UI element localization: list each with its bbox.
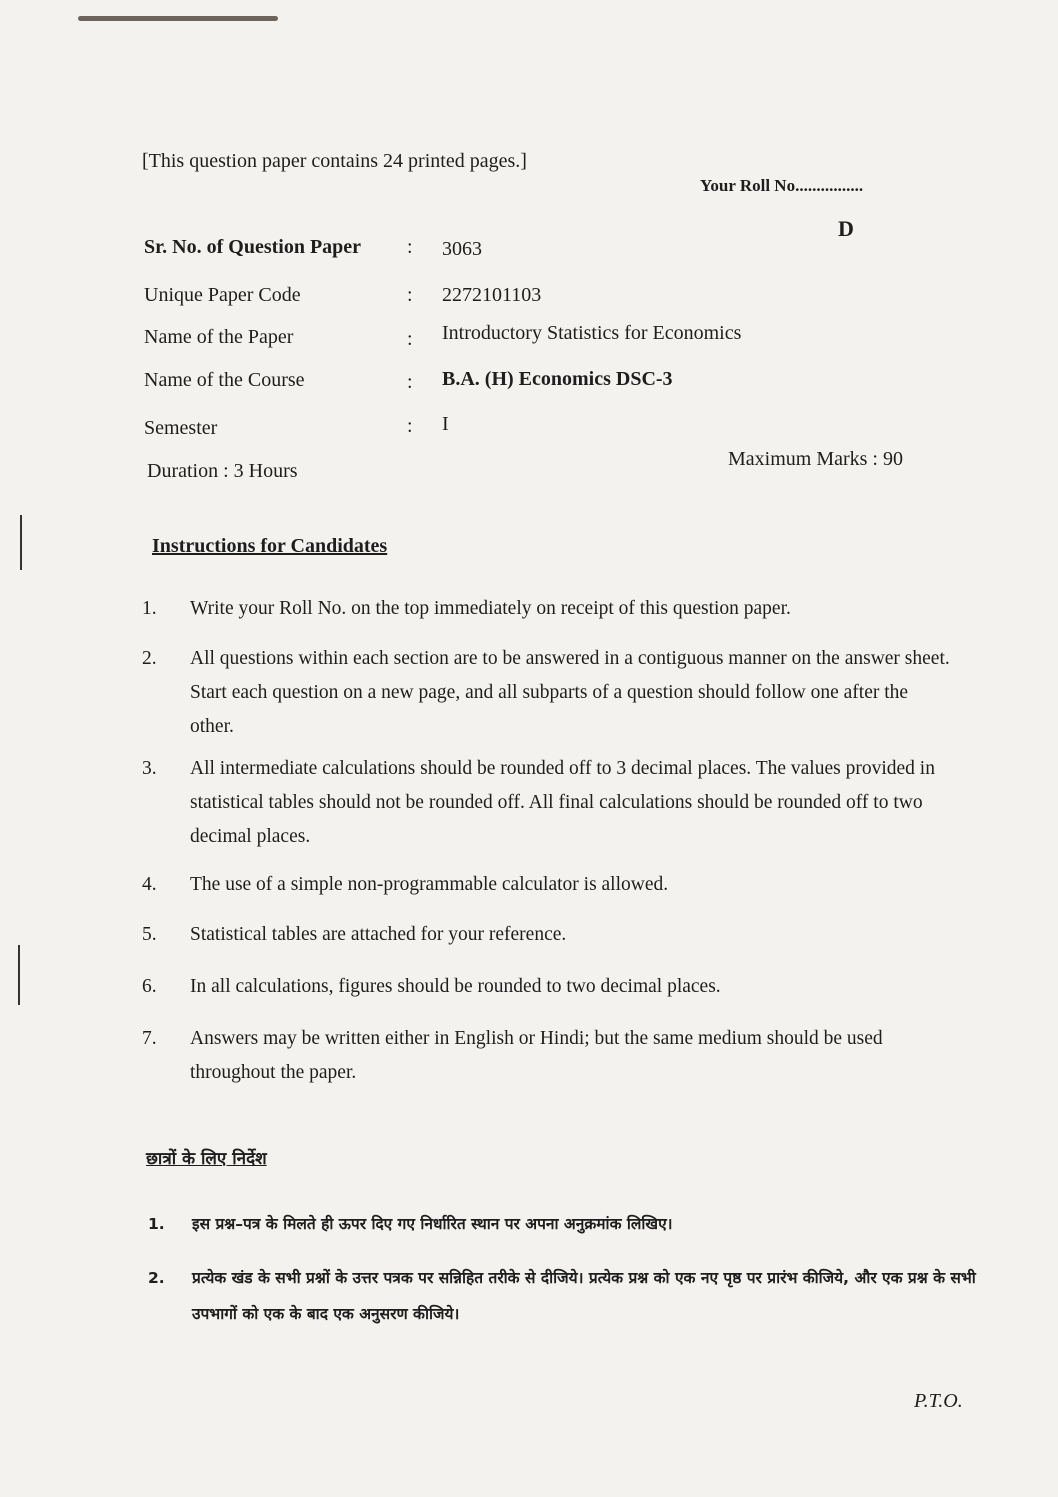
instruction-text: All questions within each section are to be answered in a contiguous manner on the answer sheet. Start each question on a new page, and all subparts of a question should follow one after the other. <box>190 648 950 737</box>
meta-value-paper-name: Introductory Statistics for Economics <box>442 322 742 344</box>
please-turn-over: P.T.O. <box>914 1390 963 1412</box>
instructions-heading: Instructions for Candidates <box>152 535 388 557</box>
meta-colon: : <box>407 415 413 437</box>
hindi-instructions-heading: छात्रों के लिए निर्देश <box>146 1149 267 1169</box>
instruction-number: 6. <box>142 976 157 997</box>
instruction-number: 3. <box>142 758 157 779</box>
set-letter: D <box>838 216 854 241</box>
meta-value-sr-no: 3063 <box>442 238 482 260</box>
instruction-number: 1. <box>148 1215 165 1233</box>
instruction-text: प्रत्येक खंड के सभी प्रश्नों के उत्तर पत्रक पर सन्निहित तरीके से दीजिये। प्रत्येक प्रश्न को एक नए पृष्ठ पर प्रारंभ कीजिये, और एक प्रश्न के सभी उपभागों को एक के बाद एक अनुसरण कीजिये। <box>192 1269 976 1323</box>
meta-label-course: Name of the Course <box>144 369 305 391</box>
pages-note: [This question paper contains 24 printed pages.] <box>142 150 527 172</box>
instruction-number: 4. <box>142 874 157 895</box>
meta-value-semester: I <box>442 413 449 435</box>
instruction-text: इस प्रश्न–पत्र के मिलते ही ऊपर दिए गए निर्धारित स्थान पर अपना अनुक्रमांक लिखिए। <box>192 1215 673 1233</box>
instruction-text: Answers may be written either in English or Hindi; but the same medium should be used throughout the paper. <box>190 1028 883 1083</box>
scan-smudge <box>78 16 278 21</box>
instruction-number: 5. <box>142 924 157 945</box>
meta-value-course: B.A. (H) Economics DSC-3 <box>442 368 673 390</box>
meta-value-paper-code: 2272101103 <box>442 284 542 306</box>
scan-edge-mark <box>18 945 20 1005</box>
instruction-number: 2. <box>142 648 157 669</box>
instruction-text: Write your Roll No. on the top immediately on receipt of this question paper. <box>190 598 791 619</box>
meta-colon: : <box>407 371 413 393</box>
meta-label-paper-code: Unique Paper Code <box>144 284 301 306</box>
meta-label-paper-name: Name of the Paper <box>144 326 294 348</box>
meta-label-sr-no: Sr. No. of Question Paper <box>144 236 362 258</box>
meta-colon: : <box>407 284 413 306</box>
instruction-number: 2. <box>148 1269 165 1287</box>
instruction-text: All intermediate calculations should be rounded off to 3 decimal places. The values provided in statistical tables should not be rounded off. All final calculations should be rounded off to two decimal places. <box>190 758 935 847</box>
instruction-text: In all calculations, figures should be rounded to two decimal places. <box>190 976 721 997</box>
instruction-text: The use of a simple non-programmable calculator is allowed. <box>190 874 669 895</box>
maximum-marks: Maximum Marks : 90 <box>728 448 903 470</box>
instruction-text: Statistical tables are attached for your reference. <box>190 924 567 945</box>
instruction-number: 1. <box>142 598 157 619</box>
roll-number-field: Your Roll No................ <box>700 176 864 195</box>
instruction-number: 7. <box>142 1028 157 1049</box>
meta-colon: : <box>407 328 413 350</box>
meta-colon: : <box>407 236 413 258</box>
scan-edge-mark <box>20 515 22 570</box>
duration: Duration : 3 Hours <box>147 460 298 482</box>
meta-label-semester: Semester <box>144 417 218 439</box>
